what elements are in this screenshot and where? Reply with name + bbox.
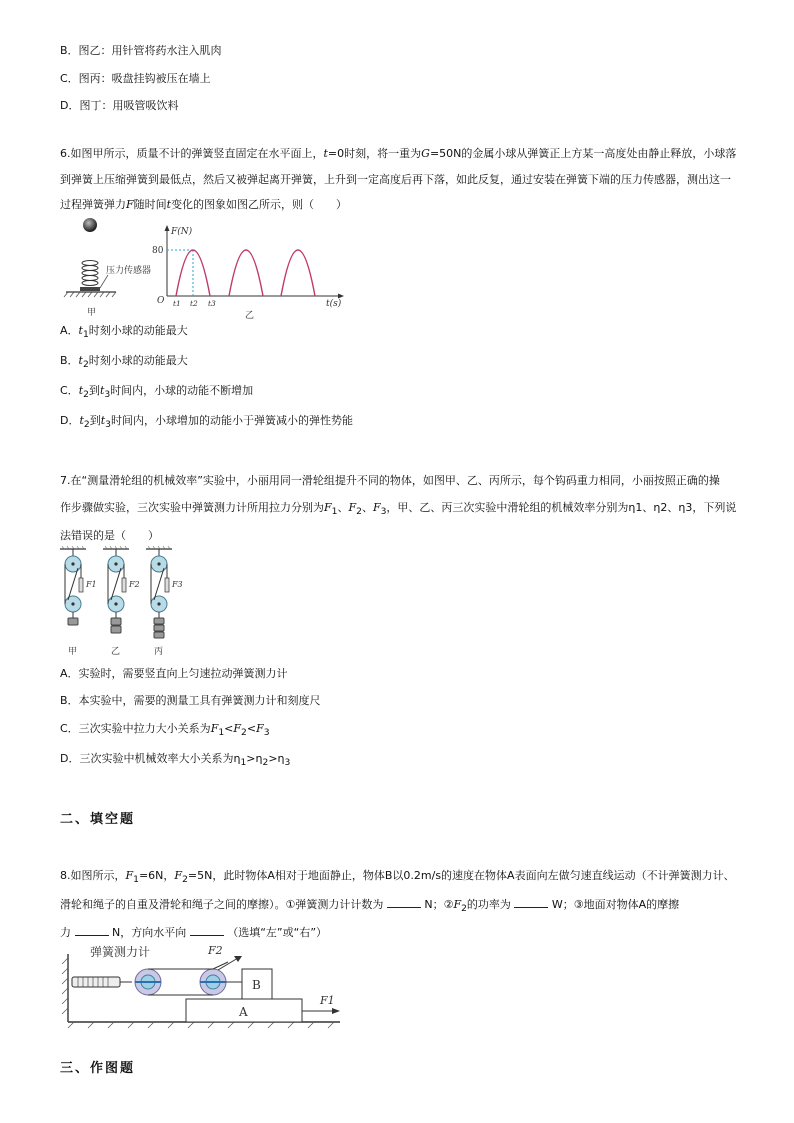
origin-label: O [157,296,165,306]
q6-option-b: B．$t_2$时刻小球的动能最大 [60,354,188,371]
label-jia: 甲 [87,308,97,318]
q6-stem-line1: 6.如图甲所示，质量不计的弹簧竖直固定在水平面上，t=0时刻，将一重为G=50N的金属小球从弹簧正上方某一高度处由静止释放，小球落 [60,147,737,160]
q8-line1: 8.如图所示，$F_1=6N$，$F_2=5N$，此时物体A相对于地面静止，物体B以0.2m/s的速度在物体A表面向左做匀速直线运动（不计弹簧测力计、 [60,869,735,886]
ground-hatching [64,292,116,297]
section-title-drawing: 三、作图题 [60,1061,136,1076]
q7-f3-label: F3 [172,580,183,589]
t2-tick-label: t2 [190,299,198,308]
answer-blank-3[interactable] [75,925,109,936]
spring [82,261,98,286]
force-hump-2 [229,250,263,296]
answer-blank-4[interactable] [190,925,224,936]
y-tick-80: 80 [152,246,164,256]
hook-weight [68,618,78,625]
q6-chart [152,222,355,322]
pulley-setup-yi [103,546,140,657]
q6-option-a: A．$t_1$时刻小球的动能最大 [60,324,188,341]
t1-tick-label: t1 [173,299,181,308]
q7-f1-label: F1 [86,580,97,589]
pulley-left [135,969,161,995]
f2-arrow [218,958,238,970]
q8-figure [58,942,348,1027]
q7-stem-line2: 作步骤做实验，三次实验中弹簧测力计所用拉力分别为$F_1$、$F_2$、$F_3$，甲、乙、丙三次实验中滑轮组的机械效率分别为η1、η2、η3，下列说 [60,501,737,518]
q5-option-b: B．图乙：用针管将药水注入肌肉 [60,44,222,57]
q6-stem-line3: 过程弹簧弹力F随时间t变化的图象如图乙所示，则（ ） [60,198,348,211]
q7-f2-label: F2 [129,580,140,589]
label-yi: 乙 [245,311,255,321]
q7-option-a: A．实验时，需要竖直向上匀速拉动弹簧测力计 [60,667,288,680]
q7-stem-line3: 法错误的是（ ） [60,529,159,542]
sensor-label: 压力传感器 [106,266,152,276]
q7-option-d: D．三次实验中机械效率大小关系为$\eta_1>\eta_2>\eta_3$ [60,752,291,769]
spring-meter-label: 弹簧测力计 [90,945,151,959]
q8-f2-label: F2 [208,944,223,957]
q6-option-c: C．$t_2$到$t_3$时间内，小球的动能不断增加 [60,384,254,401]
q7-option-b: B．本实验中，需要的测量工具有弹簧测力计和刻度尺 [60,694,321,707]
q6-figure-jia [60,215,170,320]
x-axis-label: t(s) [326,299,342,309]
y-axis-label: F(N) [171,227,193,237]
block-a-label: A [239,1005,248,1019]
q7-stem-line1: 7.在“测量滑轮组的机械效率”实验中，小丽用同一滑轮组提升不同的物体，如图甲、乙、丙所示，每个钩码重力相同，小丽按照正确的操 [60,474,720,487]
q5-option-d: D．图丁：用吸管吸饮料 [60,99,179,112]
answer-blank-1[interactable] [387,897,421,908]
q6-option-d: D．$t_2$到$t_3$时间内，小球增加的动能小于弹簧减小的弹性势能 [60,414,353,431]
spring-meter [72,977,120,987]
q5-option-c: C．图丙：吸盘挂钩被压在墙上 [60,72,211,85]
pulley-setup-jia [60,546,97,657]
label-bing-q7: 丙 [154,647,164,657]
q7-pulley-figures [58,546,188,658]
t3-tick-label: t3 [208,299,216,308]
answer-blank-2[interactable] [514,897,548,908]
section-title-fill-in: 二、填空题 [60,812,136,827]
q8-line3: 力 N，方向水平向 （选填“左”或“右”） [60,926,328,939]
pulley-right [200,969,226,995]
block-b-label: B [252,978,261,992]
q8-line2: 滑轮和绳子的自重及滑轮和绳子之间的摩擦）。①弹簧测力计计数为 N；$②F_2$的功率为 W；③地面对物体A的摩擦 [60,898,680,915]
force-hump-1 [176,250,210,296]
force-hump-3 [281,250,315,296]
label-yi-q7: 乙 [111,647,121,657]
label-jia-q7: 甲 [68,647,78,657]
q6-stem-line2: 到弹簧上压缩弹簧到最低点，然后又被弹起离开弹簧，上升到一定高度后再下落，如此反复，通过安装在弹簧下端的压力传感器，测出这一 [60,173,731,186]
metal-ball [83,218,97,232]
q7-option-c: C．三次实验中拉力大小关系为$F_1<F_2<F_3$ [60,722,270,739]
pulley-setup-bing [146,546,183,657]
pressure-sensor [80,287,100,291]
q8-f1-label: F1 [320,994,335,1007]
